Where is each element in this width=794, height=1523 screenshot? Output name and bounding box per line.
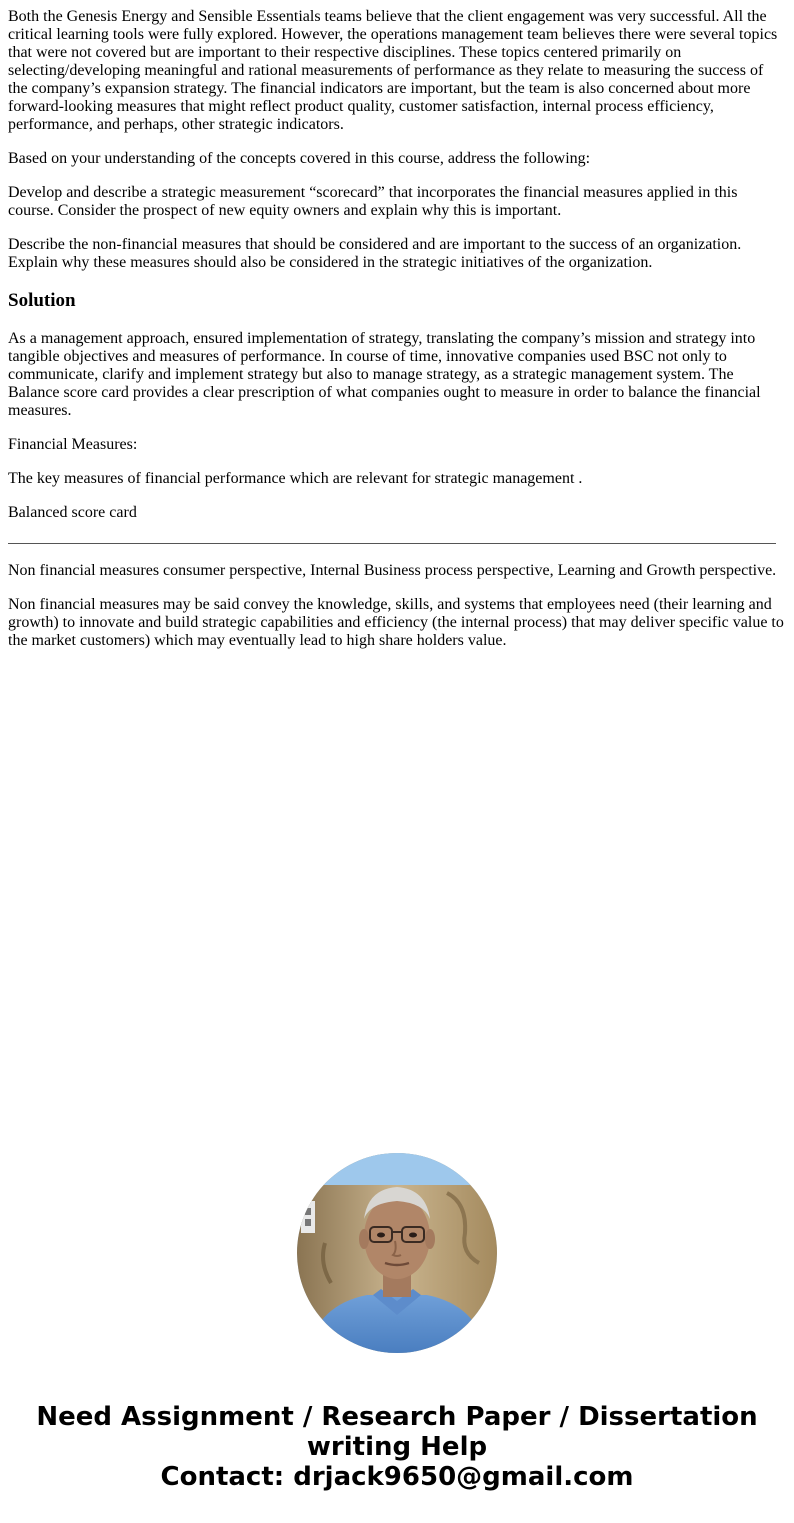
document-body <box>8 8 786 666</box>
author-avatar <box>297 1153 497 1353</box>
solution-paragraph-1: As a management approach, ensured implementation of strategy, translating the company’s mission and strategy into tangible objectives and measures of performance. In course of time, innovative companies used BSC not only to communicate, clarify and implement strategy but also to manage strategy, as a strategic management system. The Balance score card provides a clear prescription of what companies ought to measure in order to balance the financial measures. <box>8 330 761 419</box>
question-paragraph-1: Both the Genesis Energy and Sensible Essentials teams believe that the client engagement was very successful. All the critical learning tools were fully explored. However, the operations management team believes there were several topics that were not covered but are important to their respective disciplines. These topics centered primarily on selecting/developing meaningful and rational measurements of performance as they relate to measuring the success of the company’s expansion strategy. The financial indicators are important, but the team is also concerned about more forward-looking measures that might reflect product quality, customer satisfaction, internal process efficiency, performance, and perhaps, other strategic indicators. <box>8 8 778 133</box>
promo-contact: Contact: drjack9650@gmail.com <box>160 1462 634 1492</box>
author-portrait-image <box>297 1153 497 1353</box>
solution-paragraph-2: Financial Measures: <box>8 436 138 453</box>
solution-heading: Solution <box>8 290 76 311</box>
question-paragraph-3: Develop and describe a strategic measurement “scorecard” that incorporates the financial measures applied in this course. Consider the prospect of new equity owners and explain why this is important. <box>8 184 738 219</box>
promo-banner <box>0 1402 794 1492</box>
question-paragraph-2: Based on your understanding of the concepts covered in this course, address the following: <box>8 150 591 167</box>
divider <box>8 543 776 544</box>
solution-paragraph-5: Non financial measures consumer perspective, Internal Business process perspective, Learning and Growth perspective. <box>8 562 777 579</box>
question-paragraph-4: Describe the non-financial measures that should be considered and are important to the success of an organization. Explain why these measures should also be considered in the strategic initiatives of the organization. <box>8 236 742 271</box>
solution-paragraph-4: Balanced score card <box>8 504 137 521</box>
promo-line-2: writing Help <box>306 1432 488 1462</box>
promo-line-1: Need Assignment / Research Paper / Dissertation <box>36 1402 758 1432</box>
solution-paragraph-3: The key measures of financial performance which are relevant for strategic management . <box>8 470 583 487</box>
solution-paragraph-6: Non financial measures may be said convey the knowledge, skills, and systems that employees need (their learning and growth) to innovate and build strategic capabilities and efficiency (the internal process) that may deliver specific value to the market customers) which may eventually lead to high share holders value. <box>8 596 784 649</box>
